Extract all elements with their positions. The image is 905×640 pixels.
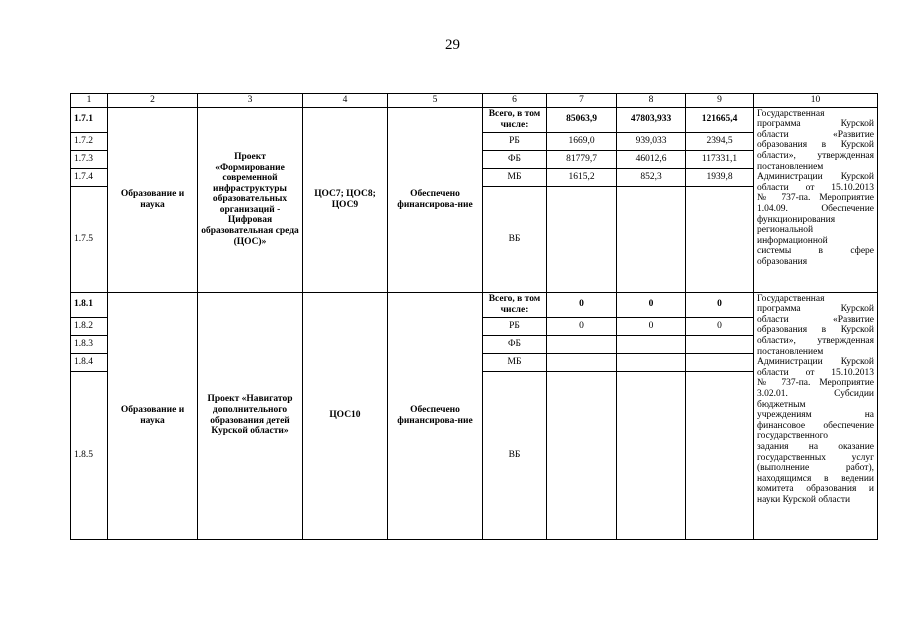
row-code: 1.7.5	[71, 186, 108, 292]
note-line: области «Развитие	[757, 314, 874, 325]
note-line: (выполнение работ),	[757, 463, 874, 474]
note-line: информационной	[757, 235, 828, 246]
value-col9	[686, 371, 754, 539]
note-line: области от 15.10.2013	[757, 182, 874, 193]
note-line: региональной	[757, 225, 814, 236]
status-cell: Обеспечено финансирова-ние	[388, 292, 483, 539]
value-col7	[547, 371, 617, 539]
source-label: Всего, в том числе:	[483, 292, 547, 317]
note-line: № 737-па. Мероприятие	[757, 193, 874, 204]
source-label: ВБ	[483, 186, 547, 292]
value-col9: 117331,1	[686, 150, 754, 168]
value-col9: 0	[686, 292, 754, 317]
note-line: задания на оказание	[757, 441, 874, 452]
header-cell: 5	[388, 94, 483, 108]
value-col7: 81779,7	[547, 150, 617, 168]
note-line: программа Курской	[757, 119, 874, 130]
note-line: Государственная	[757, 293, 825, 304]
value-col9	[686, 186, 754, 292]
value-col8	[617, 371, 686, 539]
value-col7	[547, 186, 617, 292]
legal-basis-note	[754, 107, 878, 292]
note-line: области от 15.10.2013	[757, 367, 874, 378]
value-col8	[617, 353, 686, 371]
note-line: комитета образования и	[757, 484, 874, 495]
table-row	[71, 107, 878, 132]
note-line: учреждениям на	[757, 410, 874, 421]
note-line: финансовое обеспечение	[757, 420, 874, 431]
value-col8: 852,3	[617, 168, 686, 186]
value-col9	[686, 335, 754, 353]
header-cell: 1	[71, 94, 108, 108]
header-cell: 10	[754, 94, 878, 108]
value-col8: 0	[617, 292, 686, 317]
value-col8: 939,033	[617, 132, 686, 150]
value-col7	[547, 353, 617, 371]
note-line: постановлением	[757, 161, 824, 172]
value-col7: 0	[547, 292, 617, 317]
value-col7: 1615,2	[547, 168, 617, 186]
note-line: Администрации Курской	[757, 357, 874, 368]
note-line: функционирования	[757, 214, 836, 225]
note-line: постановлением	[757, 346, 824, 357]
value-col8: 47803,933	[617, 107, 686, 132]
source-label: МБ	[483, 353, 547, 371]
note-line: 1.04.09. Обеспечение	[757, 203, 874, 214]
source-label: Всего, в том числе:	[483, 107, 547, 132]
legal-basis-note	[754, 292, 878, 539]
header-cell: 2	[108, 94, 198, 108]
note-line: государственного	[757, 431, 829, 442]
row-code: 1.7.4	[71, 168, 108, 186]
source-label: МБ	[483, 168, 547, 186]
header-cell: 9	[686, 94, 754, 108]
value-col9: 1939,8	[686, 168, 754, 186]
row-code: 1.7.2	[71, 132, 108, 150]
area-cell: Образование и наука	[108, 292, 198, 539]
status-cell: Обеспечено финансирова-ние	[388, 107, 483, 292]
row-code: 1.8.3	[71, 335, 108, 353]
area-cell: Образование и наука	[108, 107, 198, 292]
note-line: системы в сфере	[757, 246, 874, 257]
header-cell: 4	[303, 94, 388, 108]
value-col9: 0	[686, 317, 754, 335]
project-cell: Проект «Формирование современной инфраструктуры образовательных организаций - Цифровая образовательная среда (ЦОС)»	[198, 107, 303, 292]
note-line: находящимся в ведении	[757, 473, 874, 484]
header-cell: 7	[547, 94, 617, 108]
value-col8	[617, 335, 686, 353]
row-code: 1.8.2	[71, 317, 108, 335]
source-label: ФБ	[483, 335, 547, 353]
source-label: ВБ	[483, 371, 547, 539]
note-line: Администрации Курской	[757, 172, 874, 183]
value-col7	[547, 335, 617, 353]
project-cell: Проект «Навигатор дополнительного образования детей Курской области»	[198, 292, 303, 539]
row-code: 1.8.1	[71, 292, 108, 317]
table-row	[71, 292, 878, 317]
note-line: бюджетным	[757, 399, 806, 410]
note-line: Государственная	[757, 108, 825, 119]
source-label: РБ	[483, 132, 547, 150]
value-col7: 85063,9	[547, 107, 617, 132]
source-label: ФБ	[483, 150, 547, 168]
note-line: образования в Курской	[757, 140, 874, 151]
header-row	[71, 94, 878, 108]
value-col7: 0	[547, 317, 617, 335]
note-line: науки Курской области	[757, 494, 851, 505]
row-code: 1.7.1	[71, 107, 108, 132]
note-line: программа Курской	[757, 304, 874, 315]
value-col9	[686, 353, 754, 371]
header-cell: 8	[617, 94, 686, 108]
source-label: РБ	[483, 317, 547, 335]
note-line: образования в Курской	[757, 325, 874, 336]
header-cell: 6	[483, 94, 547, 108]
value-col8	[617, 186, 686, 292]
value-col9: 121665,4	[686, 107, 754, 132]
indicators-cell: ЦОС10	[303, 292, 388, 539]
row-code: 1.7.3	[71, 150, 108, 168]
value-col9: 2394,5	[686, 132, 754, 150]
page-number: 29	[445, 37, 460, 53]
note-line: образования	[757, 256, 808, 267]
row-code: 1.8.5	[71, 371, 108, 539]
program-table	[70, 93, 878, 540]
note-line: № 737-па. Мероприятие	[757, 378, 874, 389]
value-col8: 46012,6	[617, 150, 686, 168]
note-line: области», утвержденная	[757, 335, 874, 346]
note-line: 3.02.01. Субсидии	[757, 388, 874, 399]
row-code: 1.8.4	[71, 353, 108, 371]
note-line: области», утвержденная	[757, 150, 874, 161]
header-cell: 3	[198, 94, 303, 108]
note-line: государственных услуг	[757, 452, 874, 463]
value-col7: 1669,0	[547, 132, 617, 150]
indicators-cell: ЦОС7; ЦОС8; ЦОС9	[303, 107, 388, 292]
value-col8: 0	[617, 317, 686, 335]
note-line: области «Развитие	[757, 129, 874, 140]
